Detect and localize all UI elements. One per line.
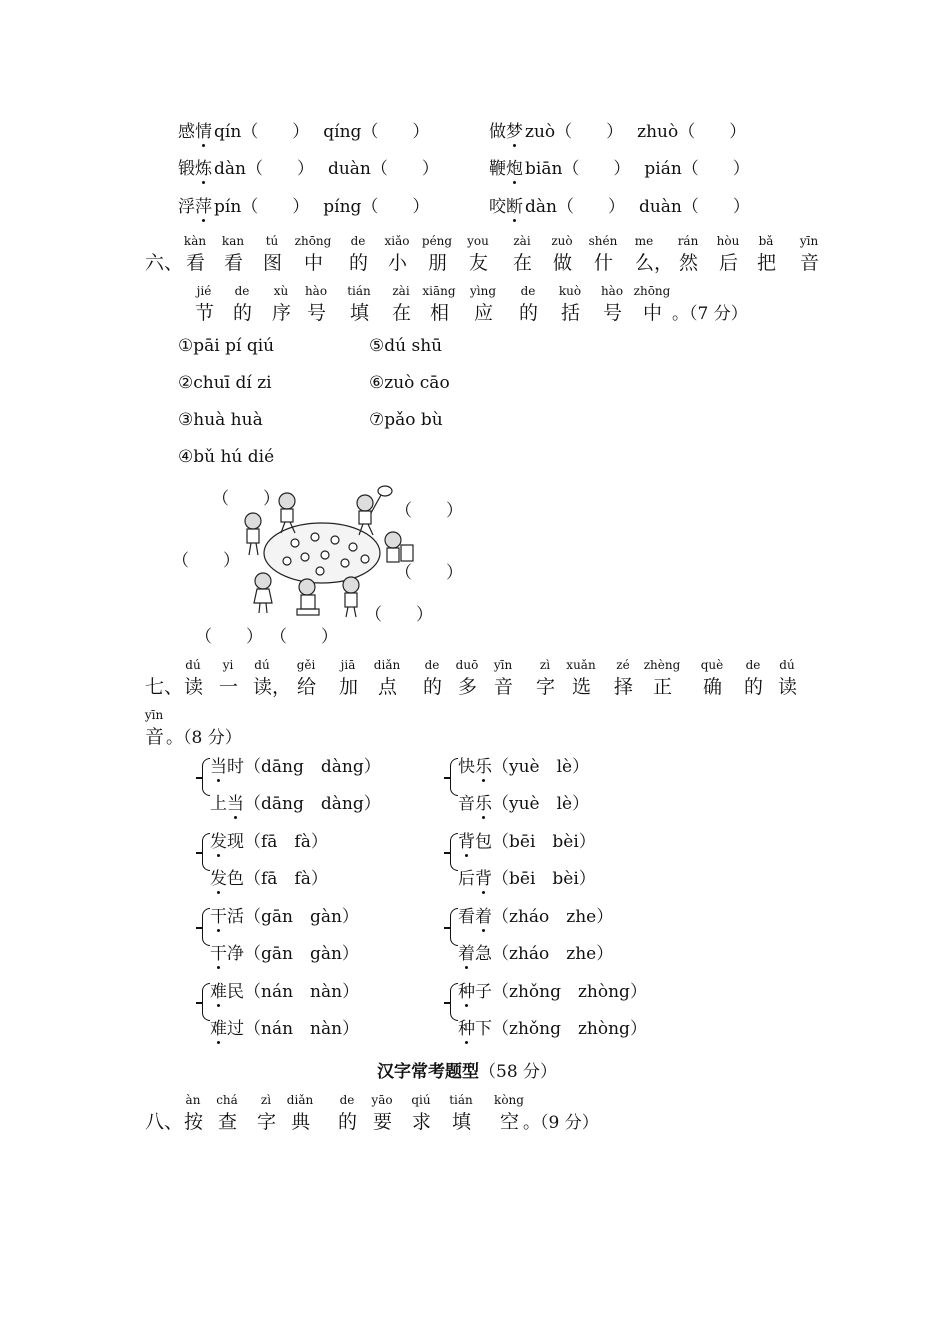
dotted-char: 着 [475,902,492,927]
pinyin-choices: （zháo zhe） [492,944,614,964]
q8-pinyin: yāo [371,1093,393,1107]
answer-blank[interactable]: （ ） [270,627,338,647]
q6-line2-char: 的 [519,302,539,324]
pinyin-option: ④bǔ hú dié [178,447,275,467]
dotted-char: 种 [458,977,475,1002]
polyphone-word [458,869,492,889]
char: 急 [475,944,492,964]
char: 咬 [489,197,506,217]
q6-line2-pinyin: kuò [558,284,582,298]
q6-line1-char: 在 [513,252,533,274]
question-score: 。（7 分） [672,304,748,324]
polyphone-word [210,757,244,777]
pinyin-choices: （yuè lè） [492,794,590,814]
q7-line1-pinyin: zhèng [643,658,681,672]
q6-line1-pinyin: rán [677,234,699,248]
q5-option: dàn（ ） [525,197,625,217]
q7-line1-char: 确 [703,676,723,698]
q5-word [178,122,212,142]
q6-line1-pinyin: zhōng [294,234,332,248]
q7-line2-char: 音 [145,726,165,748]
polyphone-item [210,827,328,852]
q6-line1-char: 图 [263,252,283,274]
child-ball [245,513,261,555]
q6-line1-char: 做 [553,252,573,274]
dotted-char: 萍 [195,192,212,217]
q7-line1-char: 正 [653,676,673,698]
polyphone-word [210,907,244,927]
pinyin-option: ⑥zuò cāo [369,373,450,393]
q6-line2-char: 在 [392,302,412,324]
pinyin-option: ⑦pǎo bù [369,410,443,430]
q8-pinyin: kòng [494,1093,524,1107]
dotted-char: 背 [475,864,492,889]
q7-line1-pinyin: duō [455,658,479,672]
q8-char: 空 [500,1111,520,1133]
q8-pinyin: de [339,1093,355,1107]
char: 鞭 [489,159,506,179]
pinyin-choices: （zhǒng zhòng） [492,1019,647,1039]
q7-line1-pinyin: xuǎn [566,658,596,672]
q8-char: 查 [218,1111,238,1133]
pinyin-option: ②chuī dí zi [178,373,272,393]
q6-line1-char: 朋 [428,252,448,274]
polyphone-item [210,864,328,889]
dotted-char: 当 [227,789,244,814]
q7-line1-char: 的 [423,676,443,698]
polyphone-word [210,869,244,889]
q6-line1-char: 音 [800,252,820,274]
q5-option: pín（ ） [214,197,310,217]
q7-line1-char: 择 [614,676,634,698]
q6-line2-pinyin: yìng [469,284,497,298]
q6-line1-char: 看 [186,252,206,274]
q6-line1-pinyin: zài [513,234,531,248]
answer-blank[interactable]: （ ） [365,605,433,625]
q6-line2-pinyin: zài [392,284,410,298]
q5-option: pián（ ） [644,159,750,179]
char: 子 [475,982,492,1002]
polyphone-word [458,1019,492,1039]
char: 净 [227,944,244,964]
pinyin-choices: （yuè lè） [492,757,590,777]
dotted-char: 种 [458,1014,475,1039]
q7-line1-char: 加 [339,676,359,698]
brace-icon [450,908,458,946]
q7-line1-char: 音 [494,676,514,698]
char: 浮 [178,197,195,217]
q8-pinyin: tián [449,1093,473,1107]
char: 现 [227,832,244,852]
polyphone-item [210,939,359,964]
dotted-char: 乐 [475,789,492,814]
q6-line2-pinyin: hào [304,284,328,298]
char: 快 [458,757,475,777]
polyphone-item [210,977,359,1002]
question-score: 。（9 分） [523,1113,599,1133]
char: 民 [227,982,244,1002]
q6-line1-pinyin: péng [421,234,453,248]
q7-line1-char: 读 [778,676,798,698]
q6-line2-pinyin: xiāng [422,284,456,298]
section-title-text: 汉字常考题型 [377,1062,479,1082]
polyphone-word [458,944,492,964]
q8-pinyin: àn [185,1093,201,1107]
q5-item [489,117,746,142]
section-score: （58 分） [479,1062,558,1082]
dotted-char: 背 [458,827,475,852]
q7-line1-char: 读 [184,676,204,698]
answer-blank[interactable]: （ ） [195,627,263,647]
q6-line2-char: 节 [195,302,215,324]
answer-blank[interactable]: （ ） [212,489,280,509]
brace-icon [202,833,210,871]
q8-pinyin: zì [260,1093,272,1107]
char: 感 [178,122,195,142]
q6-line2-pinyin: xù [273,284,289,298]
pinyin-choices: （fā fà） [244,832,328,852]
q5-word [178,197,212,217]
pinyin-option: ③huà huà [178,410,263,430]
polyphone-item [210,1014,359,1039]
polyphone-word [210,1019,244,1039]
q6-line1-pinyin: shén [588,234,618,248]
q7-line1-pinyin: zì [539,658,551,672]
q5-option: qín（ ） [214,122,310,142]
polyphone-item [210,752,381,777]
q8-char: 求 [412,1111,432,1133]
q5-option: biān（ ） [525,159,631,179]
q7-line1-pinyin: gěi [296,658,316,672]
polyphone-word [210,944,244,964]
q5-item [489,192,750,217]
q7-line1-pinyin: zé [616,658,630,672]
pinyin-choices: （nán nàn） [244,1019,360,1039]
child-running [279,493,295,533]
question-number: 八、 [145,1111,184,1133]
q6-line2-pinyin: jié [196,284,212,298]
q5-option: duàn（ ） [327,159,439,179]
q6-line1-char: 中 [304,252,324,274]
q7-line1-pinyin: diǎn [373,658,401,672]
polyphone-item [458,752,589,777]
q5-option: qíng（ ） [323,122,430,142]
q6-line1-char: 的 [349,252,369,274]
dotted-char: 梦 [506,117,523,142]
child-reading [297,579,319,615]
q6-line1-char: 小 [388,252,408,274]
child-exercise [343,577,359,617]
q7-line1-char: 的 [744,676,764,698]
pinyin-choices: （bēi bèi） [492,869,596,889]
polyphone-word [458,794,492,814]
q7-line1-char: 字 [536,676,556,698]
question-number: 七、 [145,676,184,698]
brace-icon [450,833,458,871]
pinyin-choices: （gān gàn） [244,907,359,927]
q6-line1-pinyin: hòu [716,234,740,248]
pinyin-choices: （dāng dàng） [244,794,381,814]
char: 包 [475,832,492,852]
char: 下 [475,1019,492,1039]
polyphone-item [458,864,596,889]
q6-line2-pinyin: de [520,284,536,298]
dotted-char: 炮 [506,154,523,179]
char: 色 [227,869,244,889]
q6-line2-char: 应 [474,302,494,324]
polyphone-item [458,827,596,852]
char: 锻 [178,159,195,179]
polyphone-item [210,789,381,814]
answer-blank[interactable]: （ ） [395,501,463,521]
q6-line1-char: 把 [757,252,777,274]
q6-line2-pinyin: tián [347,284,371,298]
q7-line1-pinyin: dú [779,658,795,672]
q6-line2-char: 填 [350,302,370,324]
polyphone-word [458,832,492,852]
q7-line1-pinyin: dú [185,658,201,672]
q5-option: zhuò（ ） [637,122,747,142]
polyphone-item [458,789,589,814]
q5-word [489,197,523,217]
q8-char: 字 [257,1111,277,1133]
pinyin-choices: （bēi bèi） [492,832,596,852]
q8-char: 典 [291,1111,311,1133]
q6-line2-pinyin: hào [600,284,624,298]
q6-line1-pinyin: de [350,234,366,248]
polyphone-item [458,939,613,964]
q6-line2-char: 中 [643,302,663,324]
polyphone-item [458,902,613,927]
q6-line2-pinyin: zhōng [633,284,671,298]
pinyin-choices: （dāng dàng） [244,757,381,777]
q5-option: zuò（ ） [525,122,624,142]
q7-line1-pinyin: yīn [493,658,513,672]
q7-line1-pinyin: què [700,658,724,672]
dotted-char: 炼 [195,154,212,179]
q6-line1-pinyin: zuò [551,234,573,248]
q5-item [178,154,439,179]
pinyin-option: ⑤dú shū [369,336,443,356]
q5-option: píng（ ） [323,197,430,217]
q5-item [489,154,750,179]
q7-line1-char: 选 [572,676,592,698]
char: 上 [210,794,227,814]
pinyin-choices: （fā fà） [244,869,328,889]
question-score: 。（8 分） [166,728,242,748]
q7-line1-pinyin: jiā [340,658,356,672]
q7-line1-char: 多 [458,676,478,698]
q6-line1-pinyin: xiǎo [384,234,410,248]
q8-char: 要 [373,1111,393,1133]
q5-word [178,159,212,179]
q7-line1-char: 给 [297,676,317,698]
q8-pinyin: qiú [411,1093,431,1107]
polyphone-word [210,832,244,852]
dotted-char: 乐 [475,752,492,777]
polyphone-item [458,1014,647,1039]
dotted-char: 情 [195,117,212,142]
pinyin-choices: （nán nàn） [244,982,360,1002]
child-butterfly-net [357,486,392,535]
dotted-char: 难 [210,1014,227,1039]
q7-line1-char: 点 [378,676,398,698]
q8-pinyin: diǎn [286,1093,314,1107]
q6-line1-pinyin: me [634,234,654,248]
q6-line1-pinyin: you [467,234,489,248]
q8-char: 的 [338,1111,358,1133]
q6-line1-pinyin: tú [265,234,279,248]
q7-line2-pinyin: yīn [144,708,164,722]
polyphone-word [458,982,492,1002]
pinyin-choices: （zháo zhe） [492,907,614,927]
child-skipping [254,573,272,613]
q6-line2-char: 序 [272,302,292,324]
q6-line1-pinyin: kàn [183,234,207,248]
polyphone-word [458,907,492,927]
q5-item [178,117,429,142]
q8-char: 按 [184,1111,204,1133]
dotted-char: 发 [210,827,227,852]
q6-line2-char: 相 [430,302,450,324]
char: 做 [489,122,506,142]
pinyin-choices: （gān gàn） [244,944,359,964]
q6-line1-pinyin: yīn [799,234,819,248]
brace-icon [202,908,210,946]
pinyin-choices: （zhǒng zhòng） [492,982,647,1002]
answer-blank[interactable]: （ ） [172,551,240,571]
dotted-char: 当 [210,752,227,777]
q6-line2-char: 号 [307,302,327,324]
q6-line1-pinyin: kan [221,234,245,248]
q6-line1-char: 么， [635,252,674,274]
q7-line1-pinyin: de [424,658,440,672]
q6-line1-char: 什 [594,252,614,274]
q8-char: 填 [452,1111,472,1133]
dotted-char: 断 [506,192,523,217]
dotted-char: 着 [458,939,475,964]
q6-line1-char: 友 [469,252,489,274]
answer-blank[interactable]: （ ） [395,563,463,583]
char: 时 [227,757,244,777]
char: 看 [458,907,475,927]
brace-icon [202,983,210,1021]
brace-icon [450,983,458,1021]
q6-line2-char: 号 [603,302,623,324]
char: 后 [458,869,475,889]
q6-line1-pinyin: bǎ [758,234,774,248]
dotted-char: 干 [210,902,227,927]
q7-line1-pinyin: de [745,658,761,672]
q7-line1-char: 一 [219,676,239,698]
section-title [377,1057,557,1082]
q7-line1-char: 读， [253,676,292,698]
q6-line1-char: 后 [719,252,739,274]
q5-word [489,159,523,179]
q8-pinyin: chá [216,1093,238,1107]
q6-line2-char: 括 [561,302,581,324]
polyphone-item [458,977,647,1002]
question-number: 六、 [145,252,184,274]
polyphone-word [458,757,492,777]
pinyin-option: ①pāi pí qiú [178,336,275,356]
dotted-char: 干 [210,939,227,964]
q5-item [178,192,429,217]
brace-icon [450,758,458,796]
polyphone-item [210,902,359,927]
q6-line1-char: 看 [224,252,244,274]
q7-line1-pinyin: dú [254,658,270,672]
char: 过 [227,1019,244,1039]
q6-line1-char: 然 [679,252,699,274]
q5-word [489,122,523,142]
dotted-char: 发 [210,864,227,889]
q7-line1-pinyin: yi [222,658,234,672]
dotted-char: 难 [210,977,227,1002]
q5-option: duàn（ ） [638,197,750,217]
polyphone-word [210,794,244,814]
q6-line2-char: 的 [233,302,253,324]
polyphone-word [210,982,244,1002]
q5-option: dàn（ ） [214,159,314,179]
char: 音 [458,794,475,814]
brace-icon [202,758,210,796]
q6-line2-pinyin: de [234,284,250,298]
char: 活 [227,907,244,927]
